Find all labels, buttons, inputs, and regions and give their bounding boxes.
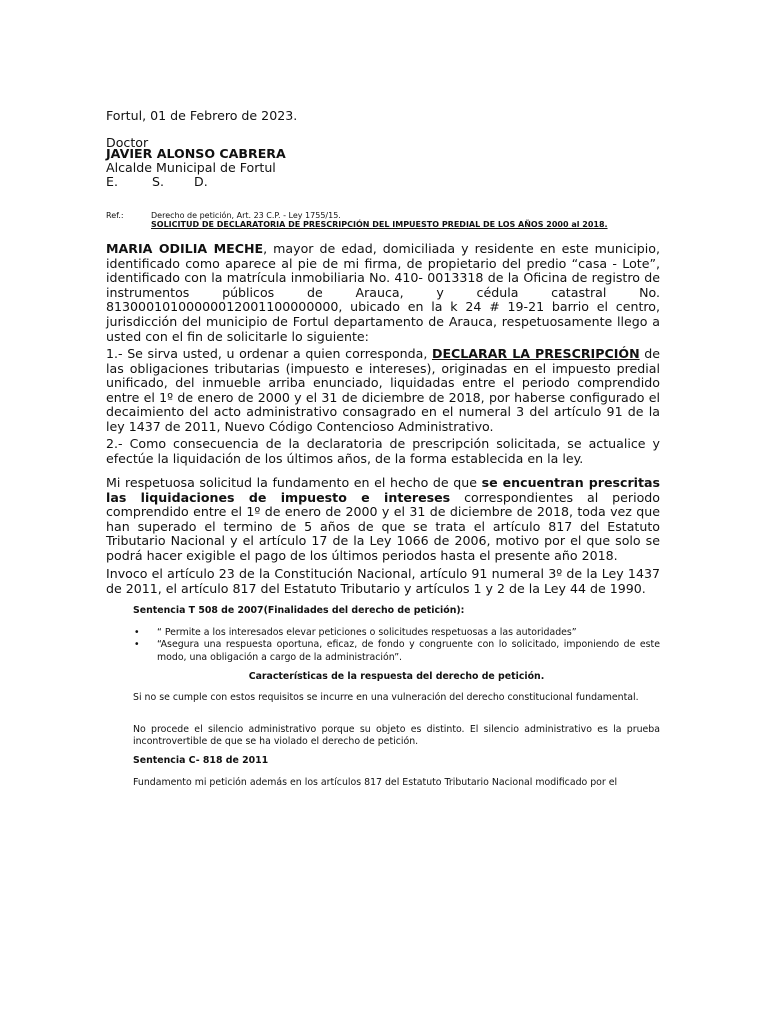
date-line: Fortul, 01 de Febrero de 2023. xyxy=(106,108,298,123)
request-point-1 xyxy=(106,347,660,435)
fundamento-before: Mi respetuosa solicitud la fundamento en el hecho de que xyxy=(106,475,482,490)
esd-s: S. xyxy=(152,174,164,189)
caracteristicas-para-2: No procede el silencio administrativo porque su objeto es distinto. El silencio administrativo es la prueba incontrovertible de que se ha violado el derecho de petición. xyxy=(133,724,660,748)
intro-paragraph xyxy=(106,242,660,344)
sentencia-t-heading: Sentencia T 508 de 2007(Finalidades del derecho de petición): xyxy=(133,605,465,616)
ref-line-2: SOLICITUD DE DECLARATORIA DE PRESCRIPCIÓN DEL IMPUESTO PREDIAL DE LOS AÑOS 2000 al 2018. xyxy=(151,220,608,229)
salutation: Doctor xyxy=(106,135,149,150)
recipient-title: Alcalde Municipal de Fortul xyxy=(106,160,276,175)
ref-line-1: Derecho de petición, Art. 23 C.P. - Ley 1755/15. xyxy=(151,211,341,220)
petitioner-name: MARIA ODILIA MECHE xyxy=(106,241,264,256)
list-item: • “Asegura una respuesta oportuna, eficaz, de fondo y congruente con lo solicitado, imponiendo de este modo, una obligación a cargo de la administración”. xyxy=(133,639,660,664)
caracteristicas-heading: Características de la respuesta del derecho de petición. xyxy=(248,671,545,682)
invoco-paragraph: Invoco el artículo 23 de la Constitución Nacional, artículo 91 numeral 3º de la Ley 1437 de 2011, el artículo 817 del Estatuto Tributario y artículos 1 y 2 de la Ley 44 de 1990. xyxy=(106,566,660,596)
point1-before: 1.- Se sirva usted, u ordenar a quien corresponda, xyxy=(106,346,432,361)
esd-e: E. xyxy=(106,174,118,189)
sentencia-t-bullets xyxy=(133,627,660,664)
recipient-name: JAVIER ALONSO CABRERA xyxy=(106,146,286,161)
esd-d: D. xyxy=(194,174,208,189)
point1-after: de las obligaciones tributarias (impuesto e intereses), originadas en el impuesto predial unificado, del inmueble arriba enunciado, liquidadas entre el periodo comprendido entre el 1º de enero de 2000 y el 31 de diciembre de 2018, por haberse configurado el decaimiento del acto administrativo consagrado en el numeral 3 del artículo 91 de la ley 1437 de 2011, Nuevo Código Contencioso Administrativo. xyxy=(106,346,660,434)
sentencia-c-heading: Sentencia C- 818 de 2011 xyxy=(133,755,269,766)
list-item: • “ Permite a los interesados elevar peticiones o solicitudes respetuosas a las autoridades” xyxy=(133,627,660,639)
intro-text: , mayor de edad, domiciliada y residente en este municipio, identificado como aparece al pie de mi firma, de propietario del predio “casa - Lote”, identificado con la matrícula inmobiliaria No. 410- 0013318 de la Oficina de registro de instrumentos públicos de Arauca, y cédula catastral No. 81300010100000012001100000000, ubicado en la k 24 # 19-21 barrio el centro, jurisdicción del municipio de Fortul departamento de Arauca, respetuosamente llego a usted con el fin de solicitarle lo siguiente: xyxy=(106,241,660,344)
fundamento-bold: se encuentran prescritas las liquidaciones de impuesto e intereses xyxy=(106,475,661,505)
fundamento-after: correspondientes al periodo comprendido entre el 1º de enero de 2000 y el 31 de diciembre de 2018, toda vez que han superado el termino de 5 años de que se trata el artículo 817 del Estatuto Tributario Nacional y el artículo 17 de la Ley 1066 de 2006, motivo por el que solo se podrá hacer exigible el pago de los últimos periodos hasta el presente año 2018. xyxy=(106,489,660,563)
ref-label: Ref.: xyxy=(106,211,124,220)
point1-highlight: DECLARAR LA PRESCRIPCIÓN xyxy=(431,346,640,361)
caracteristicas-para-1: Si no se cumple con estos requisitos se incurre en una vulneración del derecho constitucional fundamental. xyxy=(133,692,639,703)
fundamento-paragraph xyxy=(106,476,660,564)
sentencia-c-text: Fundamento mi petición además en los artículos 817 del Estatuto Tributario Nacional modificado por el xyxy=(133,777,618,788)
request-point-2: 2.- Como consecuencia de la declaratoria de prescripción solicitada, se actualice y efectúe la liquidación de los últimos años, de la forma establecida en la ley. xyxy=(106,436,660,466)
esd-line xyxy=(106,175,208,190)
